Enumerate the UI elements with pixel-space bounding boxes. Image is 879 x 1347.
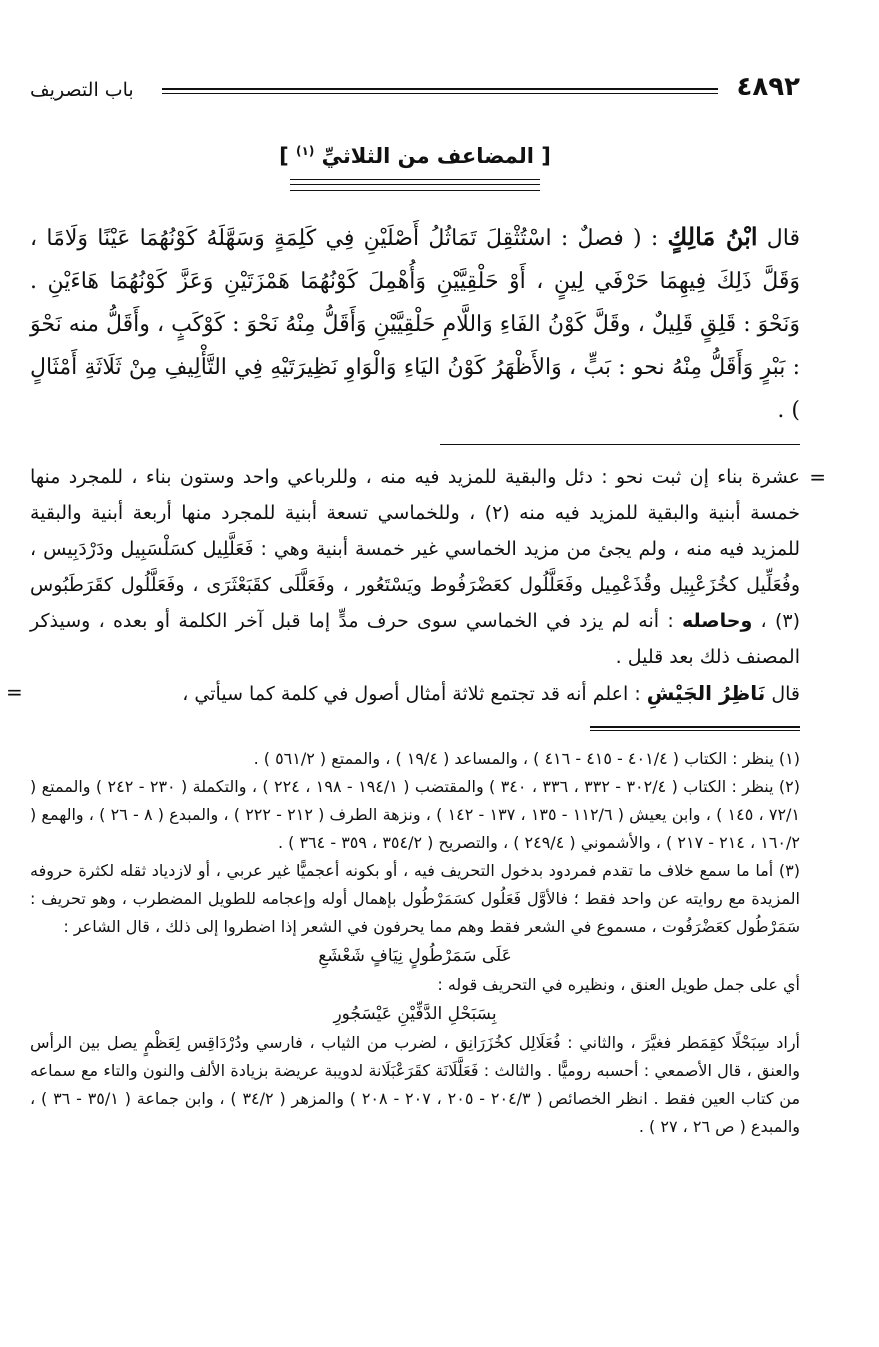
verse-line-2: بِسَبَحْلِ الدَّفِّيْنِ عَيْسَجُورِ <box>333 1004 497 1024</box>
conclusion-label: وحاصله <box>682 610 753 632</box>
page-number: ٤٨٩٢ <box>736 72 800 102</box>
footnotes <box>30 745 800 1141</box>
main-quoted-text <box>30 215 800 432</box>
commentary-paragraph <box>30 459 800 675</box>
commentary-text: عشرة بناء إن ثبت نحو : دئل والبقية للمزيد فيه منه ، وللرباعي واحد وستون بناء ، للمجرد منها خمسة أبنية والبقية للمزيد فيه منه (٢) ، وللخماسي تسعة أبنية للمجرد منها أربعة أبنية والبقية للمزيد فيه منه ، ولم يجئ من مزيد الخماسي غير خمسة أبنية وهي : فَعَلَّلِيل كسَلْسَبِيل ودَرْدَبِيس ، وفُعَلِّيل كخُزَعْبِيل وقُذَعْمِيل وفَعَلَّلُول كعَضْرَفُوط ويَسْتَعُور ، وفَعَلَّلَى كقَبَعْثَرَى ، وفَعَلَّلُول كقَرَطَبُوس (٣) ، <box>30 466 800 632</box>
continuation-mark: = <box>809 465 826 489</box>
footnote-3: (٣) أما ما سمع خلاف ما تقدم فمردود بدخول التحريف فيه ، أو بكونه أعجميًّا غير عربي ، أو لازدياد ثقله لكثرة حروفه المزيدة مع روايته عن واحد فقط ؛ فالأوَّل فَعَلُول كسَمَرْطُول بإهمال أوله وإعجامه للطويل المضطرب ، وهو تحريف : سَمَرْطُول كعَضْرَفُوت ، مسموع في الشعر فقط وهم مما يحرفون في الشعر إذا اضطروا إلى ذلك ، قال الشاعر : <box>30 861 800 936</box>
nazir-name: نَاظِرُ الجَيْشِ <box>646 681 766 705</box>
nazir-paragraph <box>30 675 800 712</box>
nazir-text: : اعلم أنه قد تجتمع ثلاثة أمثال أصول في كلمة كما سيأتي ، <box>182 683 641 705</box>
header-rule <box>162 88 718 94</box>
verse-line-1: عَلَى سَمَرْطُولٍ نِيَافٍ شَعْشَعِ <box>318 946 512 966</box>
title-ornament-rule <box>290 179 540 191</box>
main-body: : ( فصلٌ : اسْتُثْقِلَ تَمَاثُلُ أَصْلَيْنِ فِي كَلِمَةٍ وَسَهَّلَهُ كَوْنُهُمَا عَيْنًا وَلَامًا ، وَقَلَّ ذَلِكَ فِيهِمَا حَرْفَي لِينٍ ، أَوْ حَلْقِيَّيْنِ وَأُهْمِلَ كَوْنُهُمَا هَمْزَتَيْنِ وَعَزَّ كَوْنُهُمَا هَاءَيْنِ . وَنَحْوَ : قَلِقٍ قَلِيلٌ ، وقَلَّ كَوْنُ الفَاءِ وَاللَّامِ حَلْقِيَّيْنِ وَأَقَلُّ مِنْهُ نَحْوَ : كَوْكَبٍ ، وأَقَلُّ منه نَحْوَ : بَبْرٍ وَأَقَلُّ مِنْهُ نحو : بَبٍّ ، وَالأَظْهَرُ كَوْنُ اليَاءِ وَالْوَاوِ نَظِيرَتَيْهِ فِي التَّأْلِيفِ مِنْ ثَلَاثَةِ أَمْثَالٍ ) . <box>30 226 800 423</box>
footnote-1: (١) ينظر : الكتاب ( ٤٠١/٤ - ٤١٥ - ٤١٦ ) ، والمساعد ( ١٩/٤ ) ، والممتع ( ٥٦١/٢ ) . <box>253 749 800 768</box>
section-title-bracket: ] <box>279 144 289 168</box>
chapter-title: باب التصريف <box>30 79 134 101</box>
section-title <box>30 136 800 171</box>
section-title-text: [ المضاعف من الثلاثيِّ <box>321 144 551 168</box>
main-text-rule <box>440 444 800 445</box>
footnote-ref: (١) <box>296 144 315 158</box>
conclusion-text: : أنه لم يزد في الخماسي سوى حرف مدٍّ إما قبل آخر الكلمة أو بعده ، وسيذكر المصنف ذلك بعد قليل . <box>30 610 800 668</box>
footnote-rule <box>590 726 800 731</box>
speaker-name: ابْنُ مَالِكٍ <box>667 222 758 251</box>
commentary <box>6 459 826 712</box>
speaker-prefix: قال <box>766 226 800 251</box>
nazir-prefix: قال <box>771 683 800 705</box>
running-header <box>30 70 800 110</box>
footnote-3-gloss: أي على جمل طويل العنق ، ونظيره في التحريف قوله : <box>437 975 800 994</box>
continuation-mark-end: = <box>6 680 23 704</box>
document-page <box>6 70 826 1141</box>
footnote-3-continued: أراد سِبَحْلًا كقِمَطر فغيَّرَ ، والثاني : فُعَلَالِل كخُزَرَانِق ، لضرب من الثياب ، فارسي ودُرْدَاقِس لِعَظْمٍ يصل بين الرأس والعنق ، قال الأصمعي : أحسبه روميًّا . والثالث : فَعَلَّلَانَة كقَرَعْبَلَانة لدويبة عريضة بزيادة الألف والنون والتاء مع سماعه من كتاب العين فقط . انظر الخصائص ( ٢٠٤/٣ - ٢٠٥ ، ٢٠٧ - ٢٠٨ ) والمزهر ( ٣٤/٢ ) ، وابن جماعة ( ٣٥/١ - ٣٦ ) ، والمبدع ( ص ٢٦ ، ٢٧ ) . <box>30 1033 801 1136</box>
footnote-2: (٢) ينظر : الكتاب ( ٣٠٢/٤ - ٣٣٢ ، ٣٣٦ ، ٣٤٠ ) والمقتضب ( ١٩٤/١ - ١٩٨ ، ٢٢٤ ) ، والتكملة ( ٢٣٠ - ٢٤٢ ) والممتع ( ٧٢/١ ، ١٤٥ ) ، وابن يعيش ( ١١٢/٦ - ١٣٥ ، ١٣٧ - ١٤٢ ) ، ونزهة الطرف ( ٢١٢ - ٢٢٢ ) ، والمبدع ( ٨ - ٢٦ ) ، والهمع ( ١٦٠/٢ ، ٢١٤ - ٢١٧ ) ، والأشموني ( ٢٤٩/٤ ) ، والتصريح ( ٣٥٤/٢ ، ٣٥٩ - ٣٦٤ ) . <box>30 777 801 852</box>
